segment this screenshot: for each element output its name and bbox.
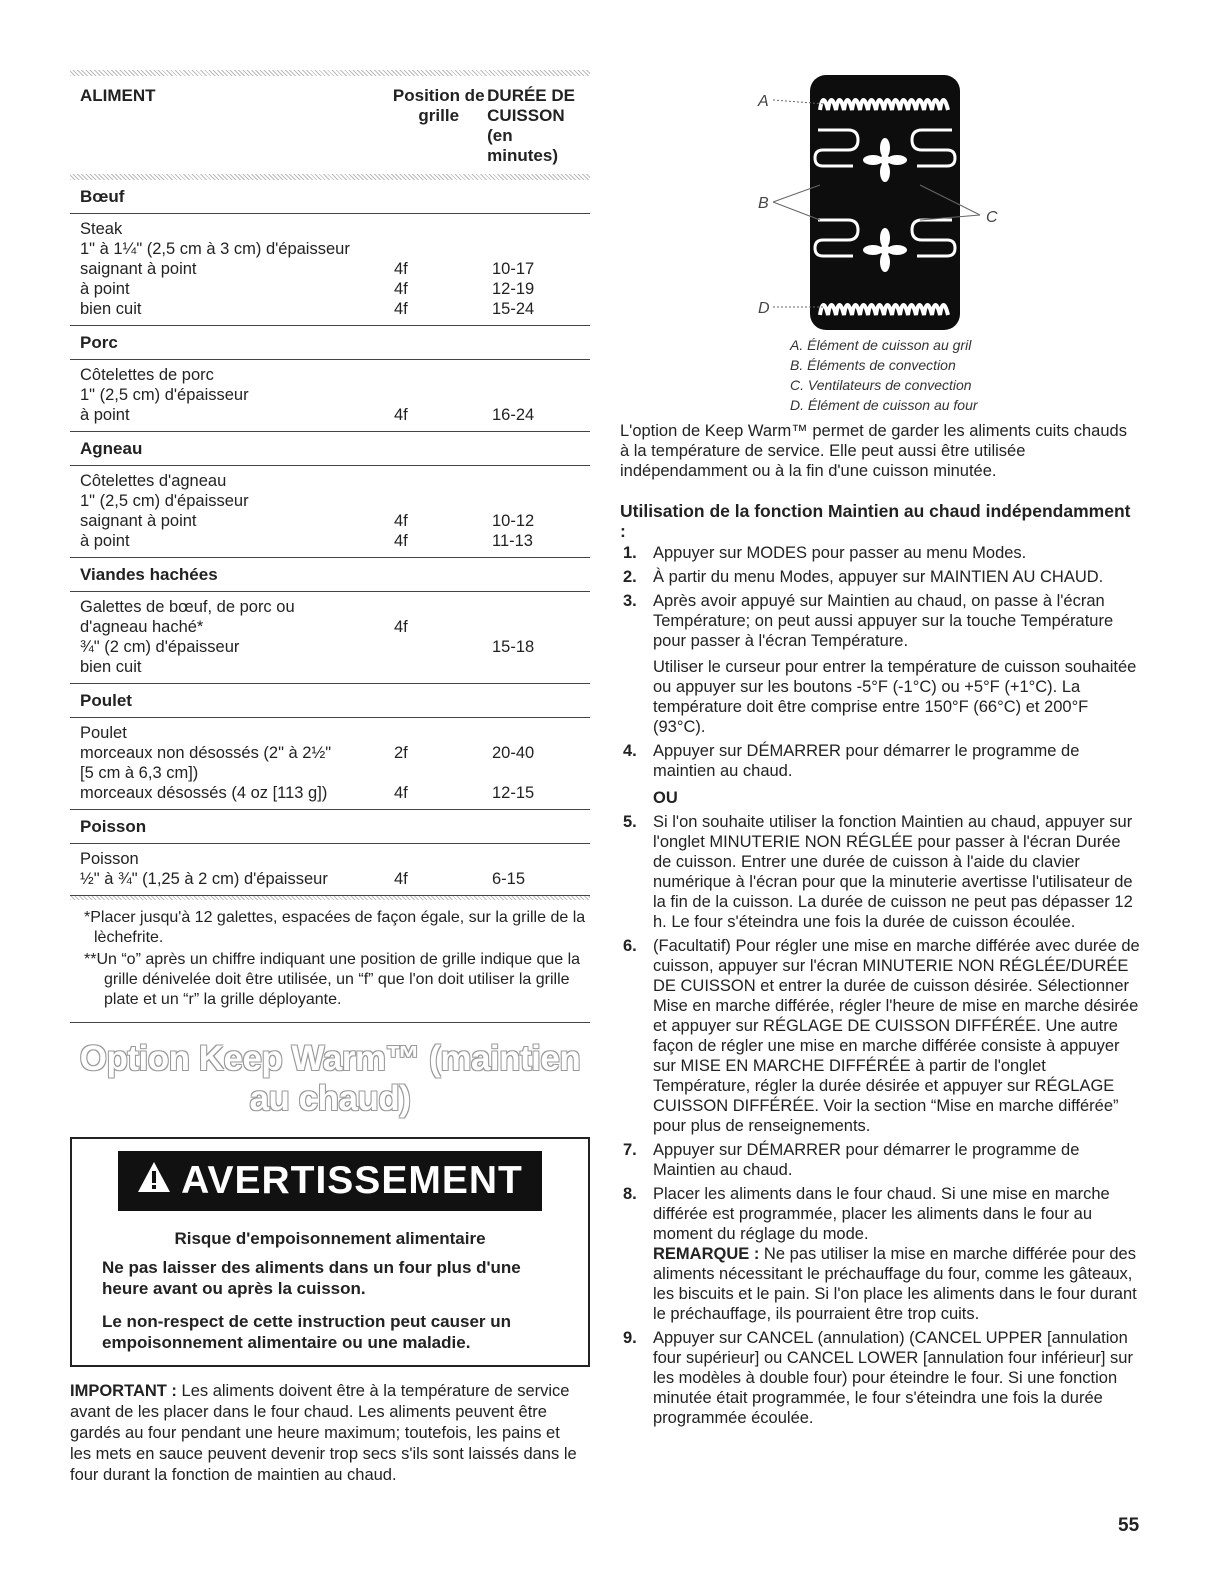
- keep-warm-title: Option Keep Warm™ (maintien au chaud): [79, 1039, 581, 1118]
- cell-position: 4f: [394, 406, 408, 424]
- keep-warm-intro: L'option de Keep Warm™ permet de garder les aliments cuits chauds à la température de service. Elle peut aussi être utilisée indépendamment ou à la fin d'une cuisson minutée.: [620, 422, 1127, 480]
- cell-position: [394, 385, 492, 405]
- table-row: [80, 471, 590, 491]
- header-duree: DURÉE DE CUISSON (en minutes): [487, 86, 575, 165]
- step-4: [620, 741, 1140, 781]
- cell-position: [394, 219, 492, 239]
- step-number: 7.: [623, 1141, 637, 1159]
- footnote-1: *Placer jusqu'à 12 galettes, espacées de façon égale, sur la grille de la lèchefrite.: [84, 909, 586, 946]
- cell-position: [394, 637, 492, 657]
- cell-position: 4f: [394, 260, 408, 278]
- table-block: [70, 718, 590, 810]
- table-category: Viandes hachées: [70, 558, 590, 592]
- table-block: [70, 360, 590, 432]
- cell-aliment: 1" (2,5 cm) d'épaisseur: [80, 492, 249, 510]
- footnote-2: **Un “o” après un chiffre indiquant une position de grille indique que la grille dénivelée doit être utilisée, un “f” que l'on doit utiliser la grille plate et un “r” la grille déployante.: [84, 951, 581, 1008]
- cell-duree: 15-18: [492, 638, 535, 656]
- step-6: [620, 936, 1140, 1136]
- cell-position: 4f: [394, 784, 408, 802]
- warning-paragraph-1: Ne pas laisser des aliments dans un four plus d'une heure avant ou après la cuisson.: [102, 1258, 521, 1298]
- cell-position: 4f: [394, 532, 408, 550]
- label-c: C: [986, 209, 998, 226]
- step-text: À partir du menu Modes, appuyer sur MAINTIEN AU CHAUD.: [653, 568, 1104, 586]
- cell-duree: [492, 219, 588, 239]
- warning-box: [70, 1137, 590, 1367]
- step-text: (Facultatif) Pour régler une mise en marche différée avec durée de cuisson, appuyer sur l'écran MINUTERIE NON RÉGLÉE/DURÉE DE CUISSON et entrer la durée de cuisson désirée. Sélectionner Mise en marche différée, régler l'heure de mise en marche désirée et appuyer sur RÉGLAGE DE CUISSON DIFFÉRÉE. Une autre façon de régler une mise en marche différée consiste à appuyer sur MISE EN MARCHE DIFFÉRÉE à partir de l'onglet Température, régler la durée désirée et appuyer sur RÉGLAGE CUISSON DIFFÉRÉE. Voir la section “Mise en marche différée” pour plus de renseignements.: [653, 937, 1140, 1135]
- steps-list: [620, 543, 1140, 781]
- cell-aliment: [5 cm à 6,3 cm]): [80, 764, 199, 782]
- table-row: [80, 491, 590, 511]
- steps-list-continued: [620, 812, 1140, 1428]
- cell-duree: 20-40: [492, 744, 535, 762]
- cell-duree: 10-17: [492, 260, 535, 278]
- or-label: OU: [653, 789, 678, 807]
- table-footnotes: [70, 900, 590, 1023]
- step-text: Appuyer sur MODES pour passer au menu Modes.: [653, 544, 1027, 562]
- step-number: 8.: [623, 1185, 637, 1203]
- label-d: D: [758, 300, 770, 317]
- cell-aliment: Côtelettes de porc: [80, 366, 214, 384]
- table-row: [80, 299, 590, 319]
- step-text: Placer les aliments dans le four chaud. Si une mise en marche différée est programmée, placer les aliments dans le four au moment du réglage du mode.: [653, 1185, 1110, 1243]
- table-row: [80, 617, 590, 637]
- step-3-detail: Utiliser le curseur pour entrer la température de cuisson souhaitée ou appuyer sur les boutons -5°F (-1°C) ou +5°F (+1°C). La température doit être comprise entre 150°F (66°C) et 200°F (93°C).: [653, 658, 1137, 736]
- cell-aliment: bien cuit: [80, 658, 142, 676]
- cell-position: 4f: [394, 512, 408, 530]
- cell-duree: [492, 385, 588, 405]
- cell-aliment: à point: [80, 280, 130, 298]
- cell-duree: [492, 471, 588, 491]
- cell-duree: 6-15: [492, 870, 526, 888]
- table-row: [80, 743, 590, 763]
- cell-position: [394, 491, 492, 511]
- cell-duree: 11-13: [492, 532, 533, 550]
- cell-duree: [492, 763, 588, 783]
- step-number: 9.: [623, 1329, 637, 1347]
- page-number: 55: [1118, 1515, 1140, 1536]
- cell-position: [394, 763, 492, 783]
- step-1: [620, 543, 1140, 563]
- step-number: 2.: [623, 568, 637, 586]
- step-8: [620, 1184, 1140, 1324]
- cell-aliment: d'agneau haché*: [80, 618, 204, 636]
- step-number: 6.: [623, 937, 637, 955]
- warning-subtitle: Risque d'empoisonnement alimentaire: [174, 1229, 486, 1248]
- table-row: [80, 783, 590, 803]
- table-category: Bœuf: [70, 180, 590, 214]
- cell-duree: [492, 365, 588, 385]
- table-row: [80, 637, 590, 657]
- cell-aliment: Côtelettes d'agneau: [80, 472, 227, 490]
- table-block: [70, 214, 590, 326]
- cooking-chart: [70, 70, 590, 1486]
- cell-position: 4f: [394, 300, 408, 318]
- cell-position: [394, 849, 492, 869]
- step-7: [620, 1140, 1140, 1180]
- cell-duree: 12-15: [492, 784, 535, 802]
- step-text: Après avoir appuyé sur Maintien au chaud, on passe à l'écran Température; on peut aussi appuyer sur la touche Température pour passer à l'écran Température.: [653, 592, 1114, 650]
- cell-position: [394, 597, 492, 617]
- step-number: 5.: [623, 813, 637, 831]
- table-row: [80, 405, 590, 425]
- oven-diagram-graphic: [620, 70, 1140, 335]
- step-number: 3.: [623, 592, 637, 610]
- table-category: Poisson: [70, 810, 590, 844]
- caption-c: C. Ventilateurs de convection: [790, 377, 972, 393]
- cell-duree: [492, 597, 588, 617]
- table-block: [70, 844, 590, 896]
- step-text: Appuyer sur DÉMARRER pour démarrer le programme de Maintien au chaud.: [653, 1141, 1080, 1179]
- table-row: [80, 849, 590, 869]
- step-text: Appuyer sur DÉMARRER pour démarrer le programme de maintien au chaud.: [653, 742, 1080, 780]
- caption-a: A. Élément de cuisson au gril: [790, 337, 972, 353]
- cell-aliment: Steak: [80, 220, 123, 238]
- cell-duree: 12-19: [492, 280, 535, 298]
- note-text: Ne pas utiliser la mise en marche différée pour des aliments nécessitant le préchauffage du four, comme les gâteaux, les biscuits et le pain. Si l'on place les aliments dans le four durant le préchauffage, ils pourraient être trop cuits.: [653, 1245, 1137, 1323]
- table-block: [70, 466, 590, 558]
- cell-position: 2f: [394, 744, 408, 762]
- step-text: Si l'on souhaite utiliser la fonction Maintien au chaud, appuyer sur l'onglet MINUTERIE NON RÉGLÉE pour passer à l'écran Durée de cuisson. Entrer une durée de cuisson à l'aide du clavier numérique à l'écran pour que la minuterie avertisse l'utilisateur de la fin de la cuisson. La durée de cuisson ne peut pas dépasser 12 h. Le four s'éteindra une fois la durée de cuisson écoulée.: [653, 813, 1133, 931]
- cell-duree: [492, 617, 588, 637]
- important-text: Les aliments doivent être à la température de service avant de les placer dans le four chaud. Les aliments peuvent être gardés au four pendant une heure maximum; toutefois, les pains et les mets en sauce peuvent devenir trop secs s'ils sont laissés dans le four durant la fonction de maintien au chaud.: [70, 1382, 577, 1484]
- table-header: [70, 76, 590, 174]
- table-row: [80, 385, 590, 405]
- step-3: [620, 591, 1140, 737]
- note-label: REMARQUE :: [653, 1245, 760, 1263]
- step-number: 1.: [623, 544, 637, 562]
- caption-b: B. Éléments de convection: [790, 357, 956, 373]
- diagram-captions: [790, 335, 1140, 415]
- table-category: Poulet: [70, 684, 590, 718]
- cell-aliment: saignant à point: [80, 512, 197, 530]
- cell-aliment: Poisson: [80, 850, 139, 868]
- cell-position: [394, 657, 492, 677]
- cell-duree: [492, 239, 588, 259]
- table-body: [70, 180, 590, 896]
- cell-aliment: saignant à point: [80, 260, 197, 278]
- label-b: B: [758, 195, 769, 212]
- table-row: [80, 239, 590, 259]
- table-row: [80, 869, 590, 889]
- cell-position: [394, 723, 492, 743]
- table-row: [80, 531, 590, 551]
- cell-duree: [492, 849, 588, 869]
- table-category: Agneau: [70, 432, 590, 466]
- cell-duree: [492, 491, 588, 511]
- important-label: IMPORTANT :: [70, 1382, 177, 1400]
- cell-aliment: à point: [80, 406, 130, 424]
- step-number: 4.: [623, 742, 637, 760]
- table-row: [80, 597, 590, 617]
- warning-triangle-icon: [137, 1159, 171, 1203]
- cell-aliment: Galettes de bœuf, de porc ou: [80, 598, 295, 616]
- cell-aliment: ½" à ¾" (1,25 à 2 cm) d'épaisseur: [80, 870, 328, 888]
- cell-position: 4f: [394, 870, 408, 888]
- oven-cavity: [810, 75, 960, 330]
- table-row: [80, 219, 590, 239]
- section-heading: Utilisation de la fonction Maintien au chaud indépendamment :: [620, 501, 1131, 541]
- cell-duree: 10-12: [492, 512, 535, 530]
- cell-aliment: morceaux désossés (4 oz [113 g]): [80, 784, 328, 802]
- cell-duree: 15-24: [492, 300, 535, 318]
- right-column: [620, 70, 1140, 1432]
- step-2: [620, 567, 1140, 587]
- oven-elements-diagram: [620, 70, 1140, 335]
- step-9: [620, 1328, 1140, 1428]
- table-block: [70, 592, 590, 684]
- warning-banner: [118, 1151, 542, 1211]
- cell-aliment: à point: [80, 532, 130, 550]
- important-note: [70, 1381, 585, 1486]
- header-position: Position de grille: [392, 86, 485, 125]
- header-aliment: ALIMENT: [80, 86, 156, 105]
- table-row: [80, 657, 590, 677]
- cell-aliment: 1" (2,5 cm) d'épaisseur: [80, 386, 249, 404]
- cell-duree: [492, 657, 588, 677]
- step-text: Appuyer sur CANCEL (annulation) (CANCEL UPPER [annulation four supérieur] ou CANCEL LOWER [annulation four inférieur] sur les modèles à double four) pour éteindre le four. Si une fonction minutée était programmée, le four s'éteindra une fois la durée programmée écoulée.: [653, 1329, 1133, 1427]
- table-row: [80, 511, 590, 531]
- cell-position: 4f: [394, 280, 408, 298]
- table-category: Porc: [70, 326, 590, 360]
- warning-paragraph-2: Le non-respect de cette instruction peut causer un empoisonnement alimentaire ou une maladie.: [102, 1312, 512, 1352]
- table-row: [80, 259, 590, 279]
- cell-position: [394, 239, 492, 259]
- cell-duree: 16-24: [492, 406, 535, 424]
- warning-banner-text: AVERTISSEMENT: [181, 1159, 523, 1202]
- cell-aliment: bien cuit: [80, 300, 142, 318]
- cell-duree: [492, 723, 588, 743]
- label-a: A: [758, 93, 769, 110]
- cell-aliment: 1" à 1¼" (2,5 cm à 3 cm) d'épaisseur: [80, 240, 350, 258]
- cell-position: 4f: [394, 618, 408, 636]
- cell-position: [394, 365, 492, 385]
- step-5: [620, 812, 1140, 932]
- cell-aliment: ¾" (2 cm) d'épaisseur: [80, 638, 240, 656]
- cell-position: [394, 471, 492, 491]
- cell-aliment: morceaux non désossés (2" à 2½": [80, 744, 332, 762]
- caption-d: D. Élément de cuisson au four: [790, 397, 978, 413]
- table-row: [80, 365, 590, 385]
- table-row: [80, 763, 590, 783]
- cell-aliment: Poulet: [80, 724, 127, 742]
- table-row: [80, 723, 590, 743]
- table-row: [80, 279, 590, 299]
